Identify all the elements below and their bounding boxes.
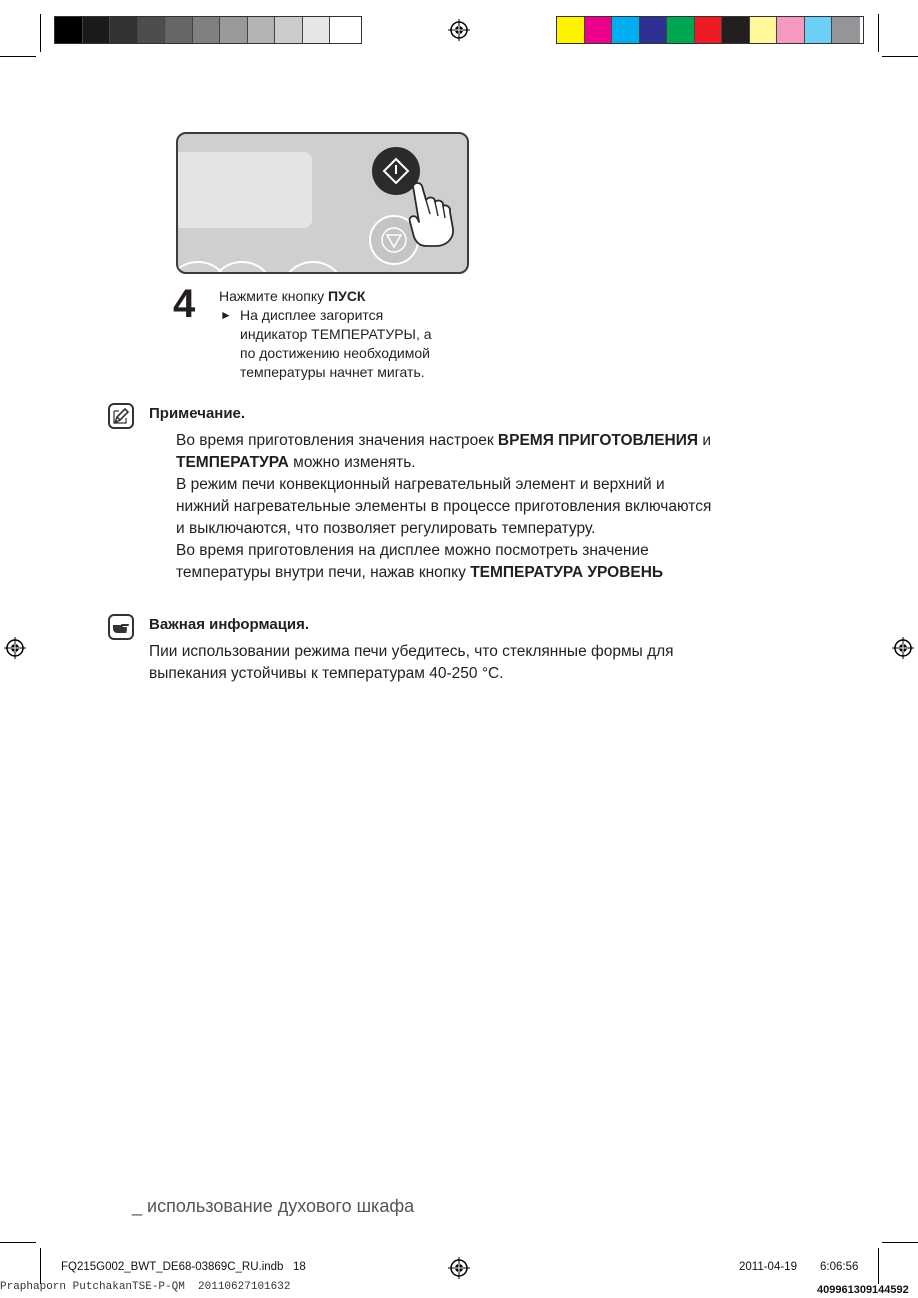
color-swatch	[695, 17, 723, 43]
note-text: и	[698, 432, 711, 449]
file-info: FQ215G002_BWT_DE68-03869C_RU.indb 18	[61, 1261, 306, 1273]
crop-mark	[40, 1248, 41, 1284]
color-swatch	[55, 17, 83, 43]
registration-mark-icon	[448, 19, 470, 41]
note-line: нижний нагревательные элементы в процессе приготовления включаются	[176, 498, 712, 515]
note-emphasis: ВРЕМЯ ПРИГОТОВЛЕНИЯ	[497, 432, 699, 449]
color-swatch	[275, 17, 303, 43]
registration-mark-icon	[448, 1257, 470, 1279]
crop-mark	[0, 1242, 36, 1243]
color-swatch	[110, 17, 138, 43]
result-line: индикатор ТЕМПЕРАТУРЫ, а	[240, 326, 432, 342]
color-swatch	[750, 17, 778, 43]
page-section-label: _ использование духового шкафа	[132, 1196, 415, 1216]
step-instruction	[219, 287, 432, 306]
color-swatch	[722, 17, 750, 43]
color-swatch	[138, 17, 166, 43]
note-body	[176, 430, 816, 584]
pointing-hand-icon	[108, 614, 134, 640]
barcode-number: 409961309144592	[817, 1284, 909, 1296]
operator-stamp: Praphaporn PutchakanTSE-P-QM 20110627101632	[0, 1281, 291, 1293]
crop-mark	[882, 1242, 918, 1243]
color-swatch	[220, 17, 248, 43]
pointing-hand-icon	[410, 183, 453, 246]
color-swatch	[330, 17, 358, 43]
color-swatch	[303, 17, 331, 43]
result-line: На дисплее загорится	[240, 307, 384, 323]
panel-buttons-drawing	[178, 134, 467, 272]
grayscale-bar	[54, 16, 362, 44]
important-title: Важная информация.	[149, 616, 310, 633]
instruction-text: Нажмите кнопку	[219, 288, 329, 304]
color-swatch	[640, 17, 668, 43]
print-time: 6:06:56	[820, 1261, 859, 1273]
color-swatch	[805, 17, 833, 43]
crop-mark	[0, 56, 36, 57]
important-line: Пии использовании режима печи убедитесь, что стеклянные формы для	[149, 643, 674, 660]
color-swatch	[557, 17, 585, 43]
important-body	[149, 641, 789, 685]
control-panel-illustration	[176, 132, 469, 274]
color-swatch	[667, 17, 695, 43]
color-swatch	[832, 17, 860, 43]
color-swatch	[248, 17, 276, 43]
note-paragraph	[176, 430, 816, 452]
crop-mark	[878, 14, 879, 52]
note-line: и выключаются, что позволяет регулировать температуру.	[176, 520, 596, 537]
registration-mark-icon	[892, 637, 914, 659]
note-text: температуры внутри печи, нажав кнопку	[176, 564, 471, 581]
note-emphasis: ТЕМПЕРАТУРА УРОВЕНЬ	[470, 564, 664, 581]
note-text: можно изменять.	[288, 454, 416, 471]
color-bar	[556, 16, 864, 44]
note-text: Во время приготовления значения настроек	[176, 432, 498, 449]
result-line: температуры начнет мигать.	[240, 364, 425, 380]
registration-mark-icon	[4, 637, 26, 659]
color-swatch	[585, 17, 613, 43]
note-title: Примечание.	[149, 405, 246, 422]
note-line: Во время приготовления на дисплее можно посмотреть значение	[176, 542, 649, 559]
step-instructions	[219, 287, 432, 382]
color-swatch	[165, 17, 193, 43]
note-paragraph	[176, 562, 816, 584]
note-line: В режим печи конвекционный нагревательный элемент и верхний и	[176, 476, 665, 493]
print-date: 2011-04-19	[739, 1261, 797, 1273]
result-line: по достижению необходимой	[240, 345, 430, 361]
color-swatch	[193, 17, 221, 43]
note-emphasis: ТЕМПЕРАТУРА	[176, 454, 289, 471]
result-marker: ►	[220, 308, 232, 322]
note-pencil-icon	[108, 403, 134, 429]
crop-mark	[882, 56, 918, 57]
color-swatch	[612, 17, 640, 43]
crop-mark	[878, 1248, 879, 1284]
start-button-name: ПУСК	[328, 288, 366, 304]
crop-mark	[40, 14, 41, 52]
note-paragraph	[176, 452, 816, 474]
color-swatch	[83, 17, 111, 43]
step-result	[219, 306, 432, 382]
step-number: 4	[173, 282, 196, 326]
important-line: выпекания устойчивы к температурам 40-250 °С.	[149, 665, 504, 682]
color-swatch	[777, 17, 805, 43]
